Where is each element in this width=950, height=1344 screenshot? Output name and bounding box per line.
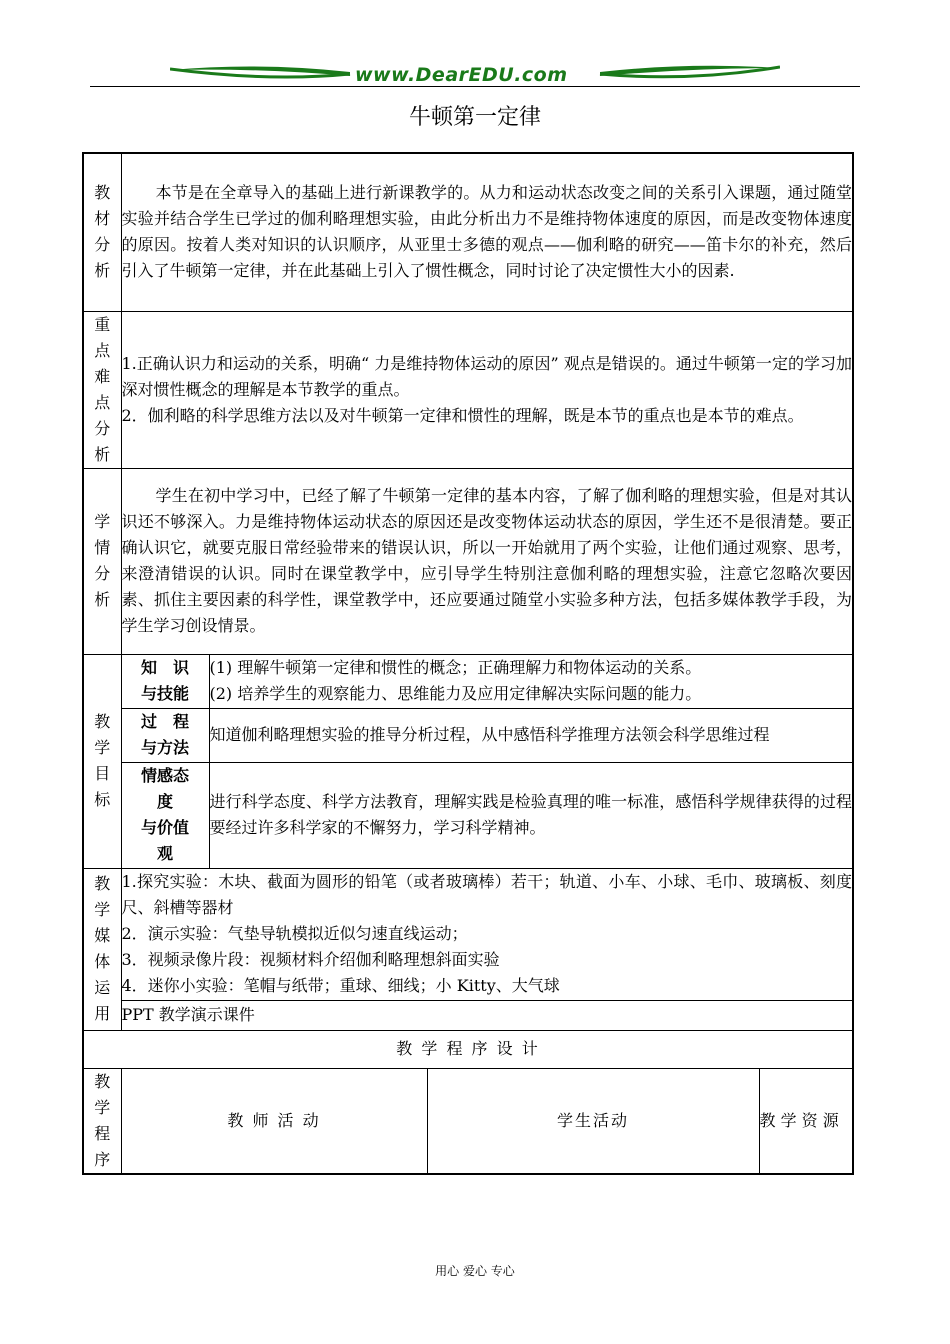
- goal-item: (1) 理解牛顿第一定律和惯性的概念；正确理解力和物体运动的关系。: [209, 658, 702, 677]
- student-activity-header: 学生活动: [427, 1068, 759, 1174]
- material-analysis-text: 本节是在全章导入的基础上进行新课教学的。从力和运动状态改变之间的关系引入课题，通过随堂实验并结合学生已学过的伽利略理想实验，由此分析出力不是维持物体速度的原因，而是改变物体速度的原因。按着人类对知识的认识顺序，从亚里士多德的观点——伽利略的研究——笛卡尔的补充，然后引入了牛顿第一定律，并在此基础上引入了惯性概念，同时讨论了决定惯性大小的因素.: [121, 153, 853, 311]
- resource-header: 教 学 资 源: [759, 1068, 853, 1174]
- row-goal-emotion: [83, 762, 853, 868]
- media-list: [121, 868, 853, 1000]
- site-logo: www.DearEDU.com: [355, 64, 568, 86]
- row-goal-knowledge: [83, 654, 853, 708]
- row-material-analysis: [83, 153, 853, 311]
- lesson-plan-table: [82, 152, 854, 1175]
- row-goal-process: [83, 708, 853, 762]
- media-item: 1.探究实验：木块、截面为圆形的铅笔（或者玻璃棒）若干；轨道、小车、小球、毛巾、玻璃板、刻度尺、斜槽等器材: [121, 872, 853, 917]
- goal-item: (2) 培养学生的观察能力、思维能力及应用定律解决实际问题的能力。: [209, 684, 702, 703]
- label-teaching-goals: 教 学 目 标: [83, 654, 121, 868]
- row-design-heading: [83, 1030, 853, 1068]
- design-heading: 教 学 程 序 设 计: [83, 1030, 853, 1068]
- key-point-item: 2．伽利略的科学思维方法以及对牛顿第一定律和惯性的理解，既是本节的重点也是本节的难点。: [121, 405, 804, 425]
- key-points-text: [121, 311, 853, 468]
- teacher-activity-header: 教 师 活 动: [121, 1068, 427, 1174]
- label-teaching-procedure: 教 学 程 序: [83, 1068, 121, 1174]
- header-rule: [90, 86, 860, 87]
- label-key-points: 重 点 难 点 分 析: [83, 311, 121, 468]
- label-media-use: 教 学 媒 体 运 用: [83, 868, 121, 1030]
- student-analysis-text: 学生在初中学习中，已经了解了牛顿第一定律的基本内容，了解了伽利略的理想实验，但是对其认识还不够深入。力是维持物体运动状态的原因还是改变物体运动状态的原因，学生还不是很清楚。要正确认识它，就要克服日常经验带来的错误认识，所以一开始就用了两个实验，让他们通过观察、思考，来澄清错误的认识。同时在课堂教学中，应引导学生特别注意伽利略的理想实验，注意它忽略次要因素、抓住主要因素的科学性，课堂教学中，还应要通过随堂小实验多种方法，包括多媒体教学手段，为学生学习创设情景。: [121, 468, 853, 654]
- media-item: 4．迷你小实验：笔帽与纸带；重球、细线；小 Kitty、大气球: [121, 976, 560, 995]
- row-media: [83, 868, 853, 1000]
- knowledge-skills-text: [209, 654, 853, 708]
- emotion-values-text: 进行科学态度、科学方法教育，理解实践是检验真理的唯一标准，感悟科学规律获得的过程要经过许多科学家的不懈努力，学习科学精神。: [209, 762, 853, 868]
- ppt-text: PPT 教学演示课件: [121, 1000, 853, 1030]
- row-ppt: [83, 1000, 853, 1030]
- row-design-columns: [83, 1068, 853, 1174]
- process-method-text: 知道伽利略理想实验的推导分析过程，从中感悟科学推理方法领会科学思维过程: [209, 708, 853, 762]
- label-emotion-values: 情感态 度 与价值 观: [121, 762, 209, 868]
- page-footer: 用心 爱心 专心: [435, 1264, 515, 1278]
- label-process-method: 过 程 与方法: [121, 708, 209, 762]
- media-item: 3．视频录像片段：视频材料介绍伽利略理想斜面实验: [121, 950, 500, 969]
- media-item: 2．演示实验：气垫导轨模拟近似匀速直线运动；: [121, 924, 468, 943]
- row-key-points: [83, 311, 853, 468]
- row-student-analysis: [83, 468, 853, 654]
- label-material-analysis: 教 材 分 析: [83, 153, 121, 311]
- label-student-analysis: 学 情 分 析: [83, 468, 121, 654]
- key-point-item: 1.正确认识力和运动的关系，明确“ 力是维持物体运动的原因” 观点是错误的。通过牛顿第一定的学习加深对惯性概念的理解是本节教学的重点。: [121, 353, 853, 399]
- label-knowledge-skills: 知 识 与技能: [121, 654, 209, 708]
- page-title: 牛顿第一定律: [408, 105, 541, 130]
